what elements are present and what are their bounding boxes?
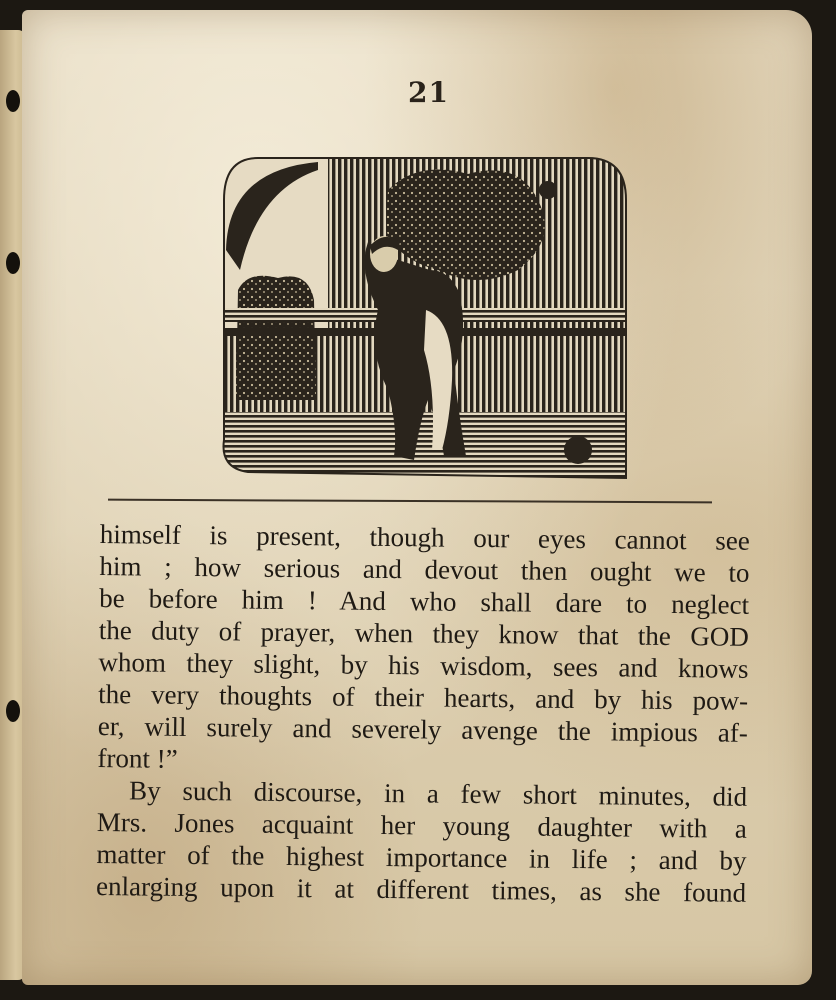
text-line: the duty of prayer, when they know that the GOD — [98, 614, 749, 652]
text-line: matter of the highest importance in life ; and by — [96, 838, 747, 876]
binding-hole — [6, 252, 20, 274]
book-page — [22, 10, 812, 985]
text-line: be before him ! And who shall dare to neglect — [99, 582, 750, 620]
horizontal-rule — [108, 499, 712, 504]
text-line: him ; how serious and devout then ought we to — [99, 550, 750, 588]
text-line: whom they slight, by his wisdom, sees and knows — [98, 646, 749, 684]
text-line: front !” — [97, 742, 178, 774]
body-text — [96, 518, 750, 909]
text-line: himself is present, though our eyes cannot see — [99, 518, 750, 556]
text-line: By such discourse, in a few short minutes, did — [128, 775, 748, 812]
binding-hole — [6, 700, 20, 722]
page-number: 21 — [408, 76, 449, 109]
text-line: er, will surely and severely avenge the impious af- — [97, 710, 748, 748]
text-line: Mrs. Jones acquaint her young daughter with a — [96, 806, 747, 844]
binding-hole — [6, 90, 20, 112]
woodcut-illustration-icon — [218, 150, 628, 480]
text-line: the very thoughts of their hearts, and by his pow- — [97, 678, 749, 716]
text-line: enlarging upon it at different times, as she found — [95, 870, 747, 908]
